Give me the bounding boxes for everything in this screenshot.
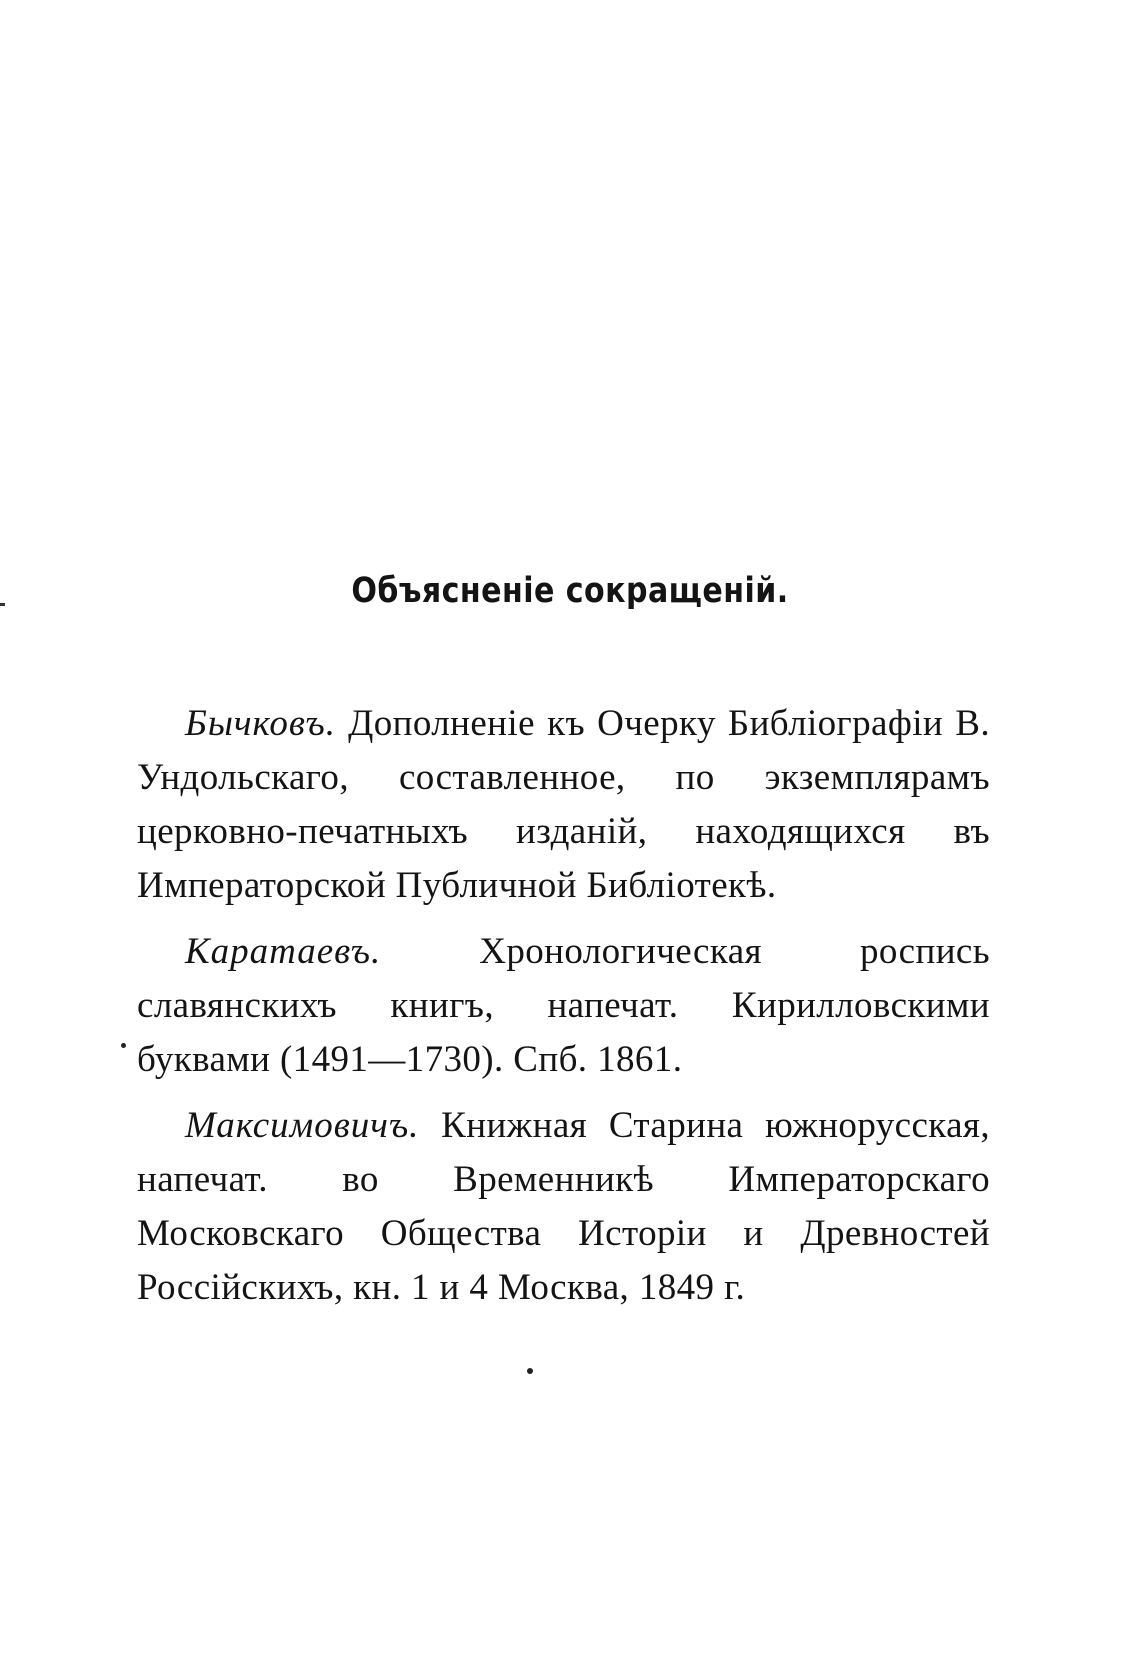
- entry-author: Каратаевъ.: [185, 931, 382, 972]
- margin-tick: [0, 603, 5, 606]
- margin-dot: [121, 1043, 126, 1048]
- abbreviation-entry: [137, 925, 990, 1087]
- entry-author: Максимовичъ.: [185, 1105, 420, 1146]
- section-heading: Объясненіе сокращеній.: [351, 571, 789, 611]
- entry-description: Хронологическая роспись славянскихъ книгъ, напечат. Кирилловскими буквами (1491—1730). Спб. 1861.: [137, 931, 990, 1080]
- entry-description: Дополненіе къ Очерку Библіографіи В. Ундольскаго, составленное, по экземплярамъ церковно-печатныхъ изданій, находящихся въ Императорской Публичной Библіотекѣ.: [137, 703, 990, 906]
- abbreviation-entry: [137, 1099, 990, 1315]
- ink-speck: [527, 1368, 533, 1374]
- abbreviations-list: [137, 697, 990, 1327]
- entry-author: Бычковъ.: [185, 703, 336, 744]
- entry-description: Книжная Старина южнорусская, напечат. во Временникѣ Императорскаго Московскаго Общества Исторіи и Древностей Россійскихъ, кн. 1 и 4 Москва, 1849 г.: [137, 1105, 990, 1308]
- abbreviation-entry: [137, 697, 990, 913]
